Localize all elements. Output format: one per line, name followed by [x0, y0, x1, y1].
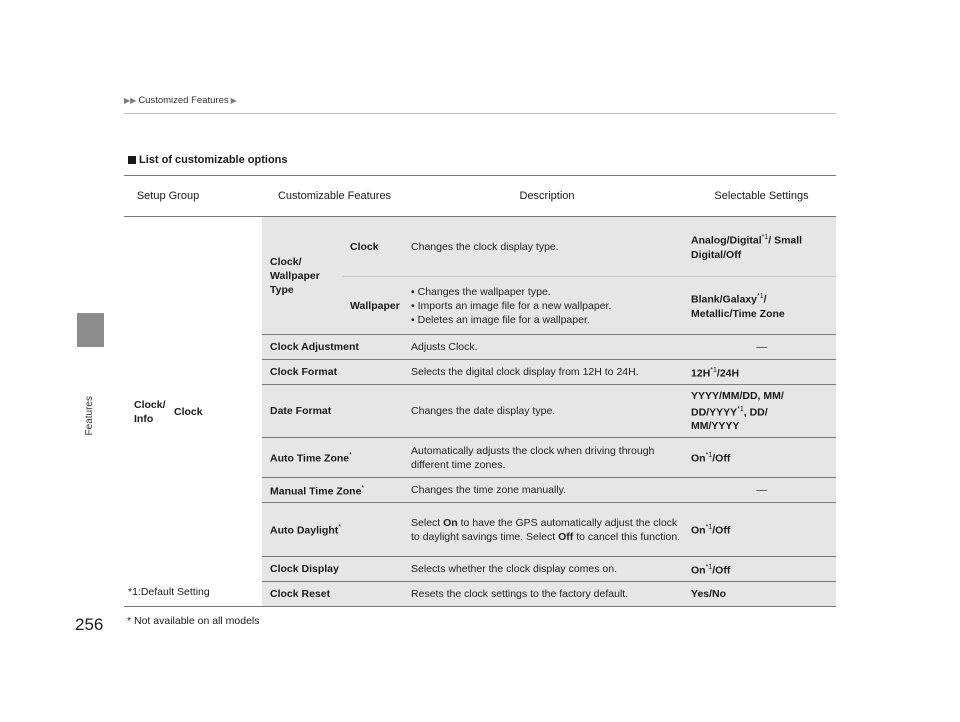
breadcrumb	[124, 95, 237, 106]
setting-auto-daylight: On$^{*1}$/Off	[687, 503, 836, 557]
desc-clock-adjustment: Adjusts Clock.	[407, 335, 687, 360]
setting-auto-time-zone: On$^{*1}$/Off	[687, 438, 836, 478]
feature-clock-reset: Clock Reset	[262, 582, 407, 607]
bullet-item: • Changes the wallpaper type.	[411, 285, 683, 299]
breadcrumb-arrow-icon: ▶	[230, 96, 237, 105]
feature-clock: Clock	[342, 217, 407, 277]
group-clock-info: Clock/ Info	[124, 217, 172, 607]
square-bullet-icon	[128, 156, 136, 164]
cw-group-label: Clock/ Wallpaper Type	[262, 217, 342, 335]
page-number: 256	[75, 615, 104, 634]
col-description: Description	[407, 176, 687, 217]
setting-clock-reset: Yes/No	[687, 582, 836, 607]
feature-clock-format: Clock Format	[262, 360, 407, 385]
desc-manual-time-zone: Changes the time zone manually.	[407, 478, 687, 503]
subgroup-clock: Clock	[172, 217, 262, 607]
feature-clock-adjustment: Clock Adjustment	[262, 335, 407, 360]
setting-clock: Analog/Digital$^{*1}$/ Small Digital/Off	[687, 217, 836, 277]
desc-auto-daylight: Select On to have the GPS automatically adjust the clock to daylight savings time. Select Off to cancel this function.	[407, 503, 687, 557]
side-tab-label: Features	[84, 396, 95, 436]
feature-manual-time-zone: Manual Time Zone*	[262, 478, 407, 503]
options-table	[124, 175, 836, 607]
col-customizable-features: Customizable Features	[262, 176, 407, 217]
feature-date-format: Date Format	[262, 385, 407, 438]
setting-clock-display: On$^{*1}$/Off	[687, 557, 836, 582]
side-tab-marker	[77, 313, 104, 347]
setting-clock-format: $12H^{*1}/24H$	[687, 360, 836, 385]
setting-manual-time-zone: —	[687, 478, 836, 503]
table-header-row	[124, 176, 836, 217]
section-title	[128, 154, 288, 166]
bullet-item: • Deletes an image file for a wallpaper.	[411, 313, 683, 327]
feature-auto-daylight: Auto Daylight*	[262, 503, 407, 557]
desc-clock-format: Selects the digital clock display from 12H to 24H.	[407, 360, 687, 385]
breadcrumb-label[interactable]: Customized Features	[138, 95, 229, 106]
desc-clock: Changes the clock display type.	[407, 217, 687, 277]
col-setup-group: Setup Group	[124, 176, 262, 217]
desc-clock-reset: Resets the clock settings to the factory default.	[407, 582, 687, 607]
desc-wallpaper	[407, 277, 687, 335]
breadcrumb-arrow-icon: ▶▶	[124, 96, 137, 105]
setting-date-format: YYYY/MM/DD, MM/ DD/YYYY$^{*1}$, DD/ MM/YYYY	[687, 385, 836, 438]
desc-date-format: Changes the date display type.	[407, 385, 687, 438]
feature-auto-time-zone: Auto Time Zone*	[262, 438, 407, 478]
feature-clock-display: Clock Display	[262, 557, 407, 582]
setting-clock-adjustment: —	[687, 335, 836, 360]
feature-wallpaper: Wallpaper	[342, 277, 407, 335]
col-selectable-settings: Selectable Settings	[687, 176, 836, 217]
header-rule	[124, 113, 836, 114]
desc-clock-display: Selects whether the clock display comes on.	[407, 557, 687, 582]
footnote-default-setting: *1:Default Setting	[128, 586, 210, 598]
desc-auto-time-zone: Automatically adjusts the clock when driving through different time zones.	[407, 438, 687, 478]
setting-wallpaper: Blank/Galaxy$^{*1}$/ Metallic/Time Zone	[687, 277, 836, 335]
section-title-text: List of customizable options	[139, 154, 288, 166]
table-row	[124, 217, 836, 277]
footnote-models: * Not available on all models	[127, 615, 260, 627]
bullet-item: • Imports an image file for a new wallpaper.	[411, 299, 683, 313]
